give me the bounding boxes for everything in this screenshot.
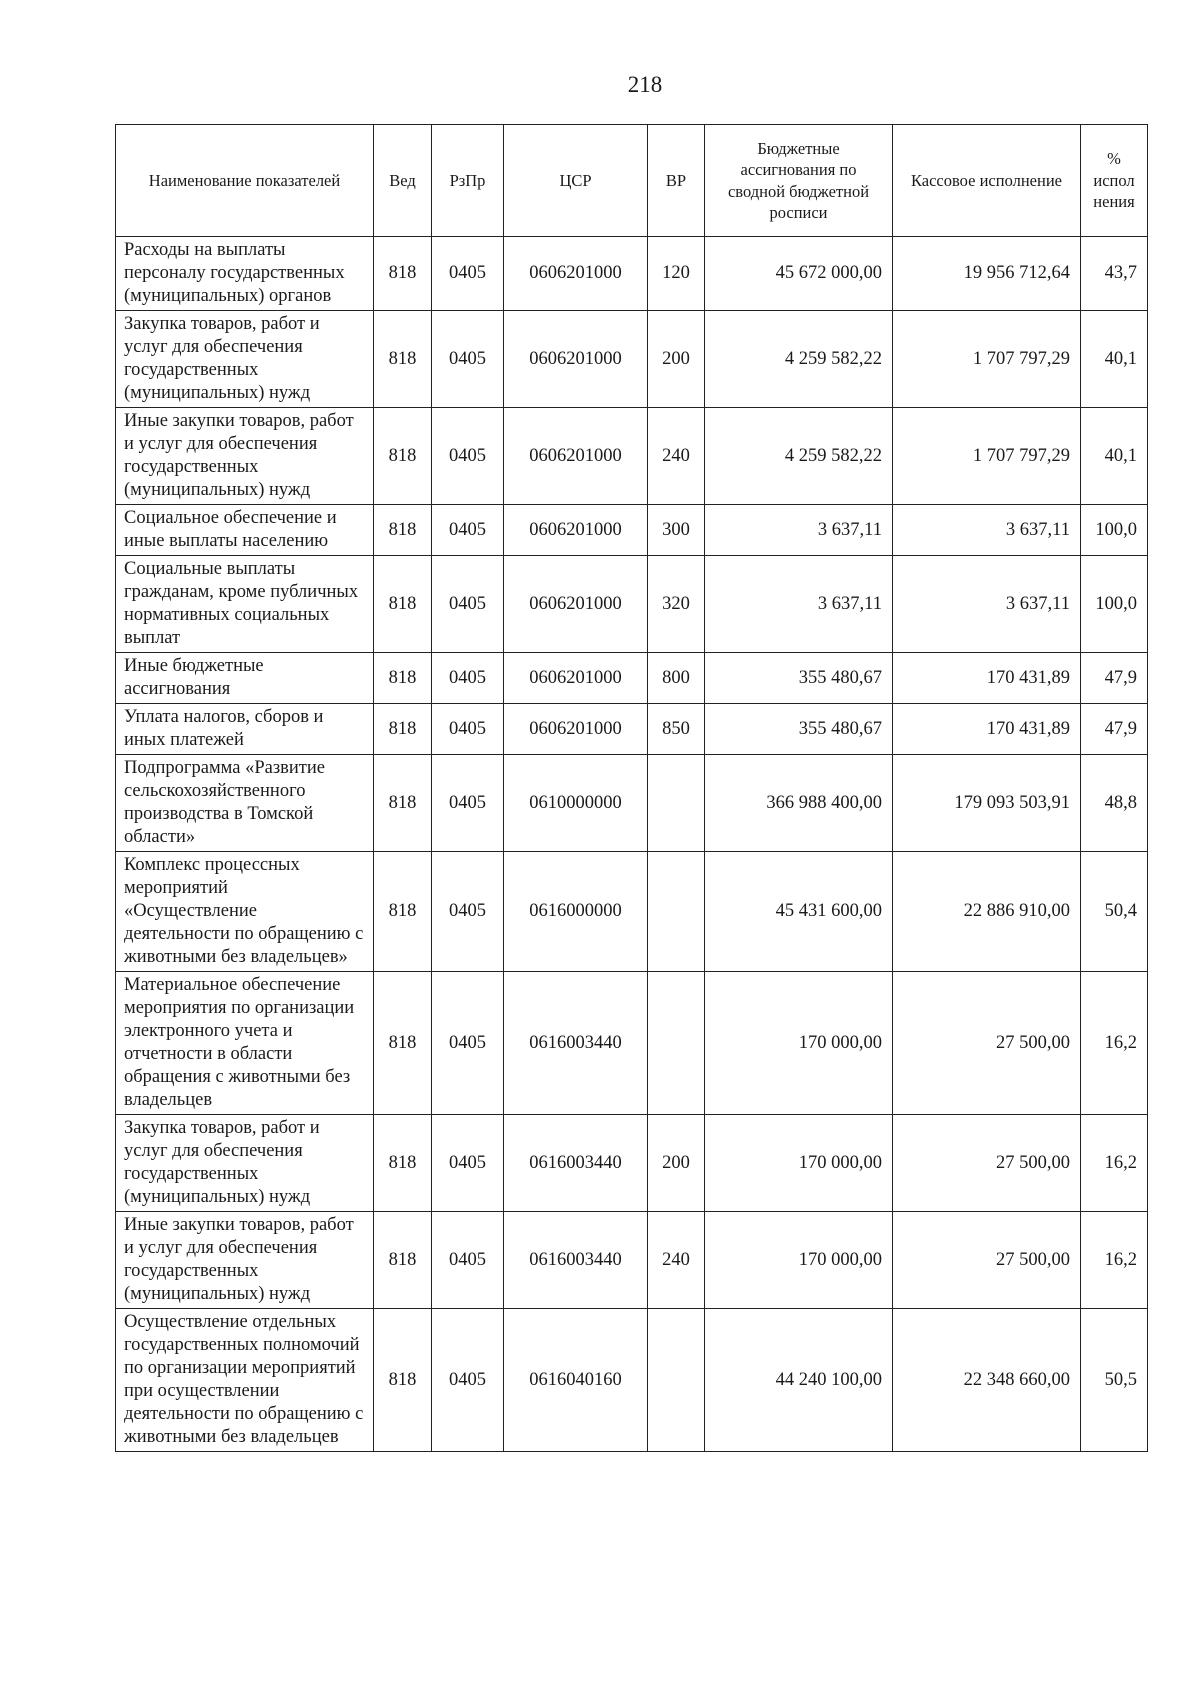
cell-plan: 170 000,00 [705, 1212, 893, 1309]
cell-name: Иные закупки товаров, работ и услуг для обеспечения государственных (муниципальных) нужд [116, 408, 374, 505]
header-row [116, 125, 1148, 237]
cell-ved: 818 [374, 1309, 432, 1452]
cell-plan: 3 637,11 [705, 505, 893, 556]
header-rzpr: РзПр [432, 125, 504, 237]
cell-csr: 0606201000 [504, 653, 648, 704]
cell-pct: 50,5 [1081, 1309, 1148, 1452]
cell-rzpr: 0405 [432, 653, 504, 704]
cell-fact: 27 500,00 [893, 1212, 1081, 1309]
table-row [116, 755, 1148, 852]
cell-pct: 100,0 [1081, 556, 1148, 653]
cell-fact: 22 886 910,00 [893, 852, 1081, 972]
cell-rzpr: 0405 [432, 237, 504, 311]
cell-name: Иные закупки товаров, работ и услуг для обеспечения государственных (муниципальных) нужд [116, 1212, 374, 1309]
cell-vr: 200 [648, 311, 705, 408]
cell-pct: 50,4 [1081, 852, 1148, 972]
cell-name: Подпрограмма «Развитие сельскохозяйственного производства в Томской области» [116, 755, 374, 852]
cell-fact: 170 431,89 [893, 653, 1081, 704]
cell-name: Осуществление отдельных государственных полномочий по организации мероприятий при осуществлении деятельности по обращению с животными без владельцев [116, 1309, 374, 1452]
cell-fact: 22 348 660,00 [893, 1309, 1081, 1452]
cell-plan: 3 637,11 [705, 556, 893, 653]
cell-fact: 3 637,11 [893, 505, 1081, 556]
cell-fact: 1 707 797,29 [893, 311, 1081, 408]
cell-name: Комплекс процессных мероприятий «Осуществление деятельности по обращению с животными без владельцев» [116, 852, 374, 972]
cell-fact: 3 637,11 [893, 556, 1081, 653]
cell-fact: 27 500,00 [893, 972, 1081, 1115]
cell-csr: 0606201000 [504, 505, 648, 556]
cell-rzpr: 0405 [432, 1212, 504, 1309]
cell-fact: 1 707 797,29 [893, 408, 1081, 505]
cell-fact: 19 956 712,64 [893, 237, 1081, 311]
cell-vr: 240 [648, 408, 705, 505]
cell-pct: 48,8 [1081, 755, 1148, 852]
cell-rzpr: 0405 [432, 755, 504, 852]
cell-csr: 0616003440 [504, 1212, 648, 1309]
cell-csr: 0616000000 [504, 852, 648, 972]
cell-rzpr: 0405 [432, 972, 504, 1115]
cell-fact: 170 431,89 [893, 704, 1081, 755]
cell-ved: 818 [374, 972, 432, 1115]
cell-vr: 120 [648, 237, 705, 311]
cell-pct: 47,9 [1081, 704, 1148, 755]
cell-csr: 0606201000 [504, 556, 648, 653]
cell-csr: 0616003440 [504, 1115, 648, 1212]
cell-csr: 0606201000 [504, 311, 648, 408]
table-row [116, 1115, 1148, 1212]
cell-name: Закупка товаров, работ и услуг для обеспечения государственных (муниципальных) нужд [116, 1115, 374, 1212]
cell-vr: 800 [648, 653, 705, 704]
cell-ved: 818 [374, 704, 432, 755]
table-row [116, 1309, 1148, 1452]
cell-plan: 44 240 100,00 [705, 1309, 893, 1452]
table-row [116, 408, 1148, 505]
cell-csr: 0616003440 [504, 972, 648, 1115]
cell-vr [648, 755, 705, 852]
header-plan: Бюджетные ассигнования по сводной бюджетной росписи [705, 125, 893, 237]
cell-csr: 0606201000 [504, 408, 648, 505]
table-row [116, 237, 1148, 311]
cell-ved: 818 [374, 1115, 432, 1212]
cell-name: Уплата налогов, сборов и иных платежей [116, 704, 374, 755]
cell-rzpr: 0405 [432, 1309, 504, 1452]
cell-plan: 4 259 582,22 [705, 408, 893, 505]
cell-vr: 200 [648, 1115, 705, 1212]
header-pct: % испол нения [1081, 125, 1148, 237]
cell-ved: 818 [374, 653, 432, 704]
cell-name: Закупка товаров, работ и услуг для обеспечения государственных (муниципальных) нужд [116, 311, 374, 408]
cell-plan: 45 672 000,00 [705, 237, 893, 311]
cell-plan: 355 480,67 [705, 704, 893, 755]
budget-execution-table [115, 124, 1148, 1452]
cell-plan: 170 000,00 [705, 1115, 893, 1212]
table-header [116, 125, 1148, 237]
cell-csr: 0610000000 [504, 755, 648, 852]
table-row [116, 704, 1148, 755]
cell-pct: 40,1 [1081, 408, 1148, 505]
cell-plan: 45 431 600,00 [705, 852, 893, 972]
cell-plan: 366 988 400,00 [705, 755, 893, 852]
table-row [116, 311, 1148, 408]
cell-rzpr: 0405 [432, 505, 504, 556]
table-row [116, 505, 1148, 556]
page-number: 218 [627, 72, 663, 97]
table-body [116, 237, 1148, 1452]
cell-fact: 27 500,00 [893, 1115, 1081, 1212]
cell-pct: 100,0 [1081, 505, 1148, 556]
header-vr: ВР [648, 125, 705, 237]
cell-name: Социальные выплаты гражданам, кроме публичных нормативных социальных выплат [116, 556, 374, 653]
cell-name: Социальное обеспечение и иные выплаты населению [116, 505, 374, 556]
cell-vr [648, 1309, 705, 1452]
cell-vr: 320 [648, 556, 705, 653]
cell-rzpr: 0405 [432, 408, 504, 505]
cell-ved: 818 [374, 1212, 432, 1309]
cell-vr: 850 [648, 704, 705, 755]
header-name: Наименование показателей [116, 125, 374, 237]
cell-name: Иные бюджетные ассигнования [116, 653, 374, 704]
cell-ved: 818 [374, 408, 432, 505]
cell-ved: 818 [374, 505, 432, 556]
table-row [116, 972, 1148, 1115]
cell-ved: 818 [374, 556, 432, 653]
cell-pct: 16,2 [1081, 1212, 1148, 1309]
cell-rzpr: 0405 [432, 1115, 504, 1212]
table-row [116, 653, 1148, 704]
cell-rzpr: 0405 [432, 556, 504, 653]
cell-csr: 0606201000 [504, 237, 648, 311]
cell-ved: 818 [374, 755, 432, 852]
cell-ved: 818 [374, 237, 432, 311]
header-csr: ЦСР [504, 125, 648, 237]
cell-vr: 240 [648, 1212, 705, 1309]
cell-ved: 818 [374, 311, 432, 408]
cell-rzpr: 0405 [432, 852, 504, 972]
header-ved: Вед [374, 125, 432, 237]
cell-pct: 40,1 [1081, 311, 1148, 408]
cell-vr: 300 [648, 505, 705, 556]
cell-fact: 179 093 503,91 [893, 755, 1081, 852]
table-row [116, 556, 1148, 653]
cell-name: Расходы на выплаты персоналу государственных (муниципальных) органов [116, 237, 374, 311]
cell-name: Материальное обеспечение мероприятия по организации электронного учета и отчетности в области обращения с животными без владельцев [116, 972, 374, 1115]
cell-pct: 16,2 [1081, 1115, 1148, 1212]
table-row [116, 1212, 1148, 1309]
cell-pct: 43,7 [1081, 237, 1148, 311]
cell-plan: 4 259 582,22 [705, 311, 893, 408]
cell-plan: 355 480,67 [705, 653, 893, 704]
cell-csr: 0606201000 [504, 704, 648, 755]
cell-ved: 818 [374, 852, 432, 972]
cell-rzpr: 0405 [432, 311, 504, 408]
cell-vr [648, 852, 705, 972]
table-row [116, 852, 1148, 972]
cell-rzpr: 0405 [432, 704, 504, 755]
cell-pct: 16,2 [1081, 972, 1148, 1115]
header-fact: Кассовое исполнение [893, 125, 1081, 237]
cell-vr [648, 972, 705, 1115]
cell-plan: 170 000,00 [705, 972, 893, 1115]
cell-csr: 0616040160 [504, 1309, 648, 1452]
cell-pct: 47,9 [1081, 653, 1148, 704]
